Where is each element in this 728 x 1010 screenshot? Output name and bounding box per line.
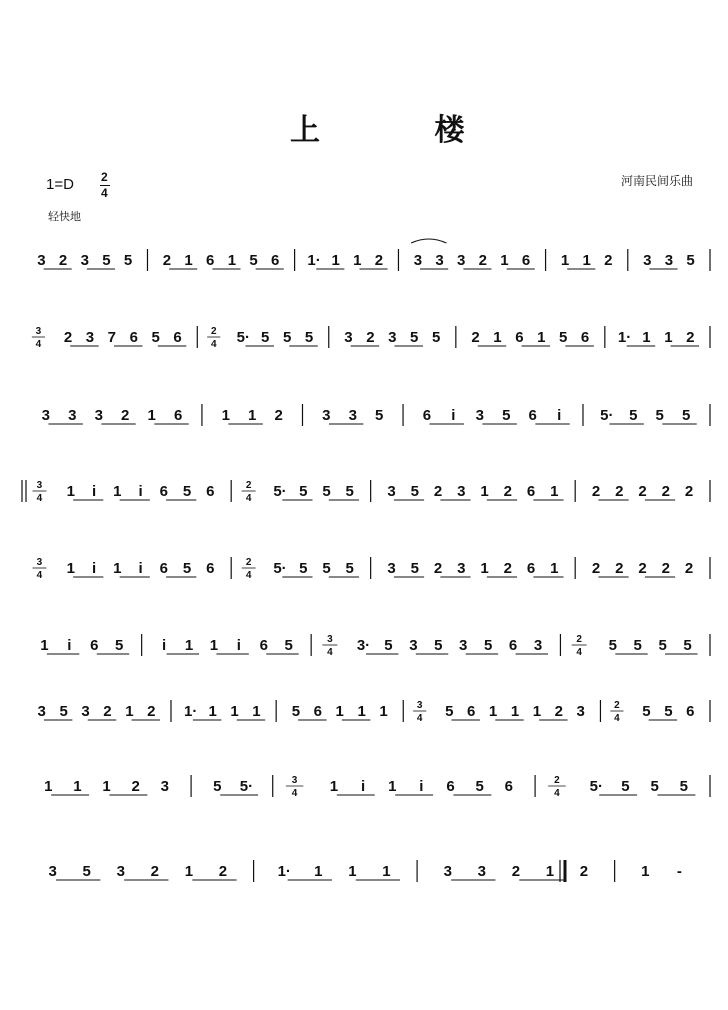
note: 1 xyxy=(500,252,509,269)
note: 1 xyxy=(388,778,397,795)
note: 1 xyxy=(560,252,570,269)
note: 2 xyxy=(604,252,613,269)
note: i xyxy=(138,560,143,577)
note: 1 xyxy=(664,329,673,346)
note: 1 xyxy=(488,703,498,720)
note: 6 xyxy=(686,703,695,720)
note: 5· xyxy=(589,778,603,795)
note: 3 xyxy=(413,252,423,269)
note: 5 xyxy=(608,637,617,654)
note: 5 xyxy=(322,483,331,500)
note: 5 xyxy=(59,703,68,720)
note: 5 xyxy=(151,329,160,346)
note: 2 xyxy=(478,252,488,269)
note: 3 xyxy=(435,252,444,269)
note: 2 xyxy=(503,560,512,577)
note: 3 xyxy=(457,483,466,500)
note: i xyxy=(236,637,241,654)
note: 3 xyxy=(475,407,484,424)
note: 5 xyxy=(375,407,384,424)
note: i xyxy=(162,637,167,654)
note: 1· xyxy=(617,329,632,346)
note: 1 xyxy=(510,703,520,720)
note: 5· xyxy=(273,560,287,577)
time-signature-numerator: 2 xyxy=(245,480,252,491)
note: 1 xyxy=(208,703,217,720)
time-signature-denominator: 4 xyxy=(210,339,217,350)
note: 2 xyxy=(433,560,443,577)
note: 1 xyxy=(379,703,388,720)
note: 1 xyxy=(582,252,591,269)
note: 3 xyxy=(533,637,543,654)
note: 5 xyxy=(559,329,568,346)
note: i xyxy=(67,637,72,654)
slur xyxy=(411,239,446,243)
time-signature-denominator: 4 xyxy=(554,788,560,799)
note: 6 xyxy=(446,778,455,795)
note: 1 xyxy=(532,703,542,720)
note: 6 xyxy=(508,637,518,654)
note: 2 xyxy=(615,560,624,577)
note: 6 xyxy=(206,483,215,500)
note: 2 xyxy=(638,483,647,500)
note: 5 xyxy=(322,560,331,577)
time-signature-denominator: 4 xyxy=(36,493,43,504)
note: 3 xyxy=(80,252,89,269)
time-signature-denominator: 4 xyxy=(416,713,423,724)
note: 3 xyxy=(160,778,170,795)
note: 6 xyxy=(422,407,432,424)
note: 5 xyxy=(434,637,443,654)
note: i xyxy=(138,483,143,500)
note: 5 xyxy=(291,703,301,720)
note: 1 xyxy=(230,703,239,720)
note: 2 xyxy=(471,329,480,346)
note: 3 xyxy=(68,407,77,424)
note: i xyxy=(91,483,97,500)
note: 3 xyxy=(48,863,57,880)
note: 2 xyxy=(58,252,68,269)
note: i xyxy=(419,778,424,795)
note: 5 xyxy=(682,407,691,424)
note: 5 xyxy=(299,560,308,577)
time-signature-numerator: 2 xyxy=(614,700,620,711)
note: 5· xyxy=(600,407,614,424)
time-signature-numerator: 3 xyxy=(327,634,333,645)
note: 6 xyxy=(521,252,531,269)
note: 1 xyxy=(550,483,559,500)
note: 6 xyxy=(515,329,524,346)
time-signature-numerator: 3 xyxy=(36,557,43,568)
note: 6 xyxy=(90,637,99,654)
note: 5 xyxy=(282,329,292,346)
note: 5 xyxy=(304,329,314,346)
note: 1 xyxy=(382,863,391,880)
note: 5 xyxy=(410,329,419,346)
note: 3 xyxy=(37,252,46,269)
note: 1 xyxy=(642,329,651,346)
time-signature-denominator: 4 xyxy=(36,570,43,581)
note: 6 xyxy=(526,483,536,500)
note: 2 xyxy=(684,560,694,577)
note: 1 xyxy=(125,703,134,720)
note: 1 xyxy=(113,560,122,577)
time-signature-denominator: 4 xyxy=(35,339,42,350)
note: 1 xyxy=(102,778,111,795)
note: 3 xyxy=(409,637,418,654)
note: 1 xyxy=(66,560,75,577)
time-signature-numerator: 3 xyxy=(36,480,43,491)
note: 5· xyxy=(236,329,250,346)
note: 6 xyxy=(270,252,280,269)
note: i xyxy=(360,778,366,795)
note: 1 xyxy=(335,703,344,720)
note: 1 xyxy=(329,778,339,795)
note: 5 xyxy=(345,560,354,577)
note: - xyxy=(676,863,682,880)
note: 5 xyxy=(658,637,667,654)
note: 5 xyxy=(213,778,222,795)
note: 3 xyxy=(643,252,652,269)
note: 2 xyxy=(121,407,130,424)
note: 2 xyxy=(591,483,601,500)
note: 2 xyxy=(162,252,172,269)
note: 5 xyxy=(483,637,493,654)
note: 1 xyxy=(147,407,156,424)
note: 1 xyxy=(480,560,489,577)
note: 1· xyxy=(307,252,321,269)
note: i xyxy=(451,407,456,424)
note: i xyxy=(91,560,97,577)
time-signature-numerator: 3 xyxy=(416,700,423,711)
note: 6 xyxy=(159,560,168,577)
note: 2 xyxy=(150,863,160,880)
note: 1 xyxy=(66,483,75,500)
note: 1 xyxy=(184,637,194,654)
note: 6 xyxy=(173,329,182,346)
note: 2 xyxy=(366,329,375,346)
time-signature-denominator: 4 xyxy=(245,493,252,504)
note: 1 xyxy=(40,637,49,654)
note: 3 xyxy=(477,863,486,880)
note: 3 xyxy=(664,252,674,269)
note: 5 xyxy=(115,637,124,654)
note: 5 xyxy=(345,483,354,500)
note: 1 xyxy=(550,560,559,577)
note: 1 xyxy=(252,703,261,720)
note: 2 xyxy=(615,483,624,500)
note: 5 xyxy=(299,483,308,500)
note: 5 xyxy=(249,252,258,269)
note: 5 xyxy=(650,778,659,795)
note: 3 xyxy=(576,703,585,720)
meter-numerator: 2 xyxy=(101,170,108,184)
note: 2 xyxy=(579,863,589,880)
note: 3 xyxy=(41,407,50,424)
note: 3 xyxy=(387,560,396,577)
note: 5 xyxy=(629,407,638,424)
note: 5 xyxy=(502,407,511,424)
note: 1 xyxy=(184,252,193,269)
time-signature-numerator: 2 xyxy=(554,775,560,786)
note: 3 xyxy=(116,863,125,880)
note: 2 xyxy=(103,703,112,720)
note: 2 xyxy=(218,863,228,880)
note: 1 xyxy=(113,483,122,500)
note: 2 xyxy=(554,703,563,720)
note: 5· xyxy=(273,483,287,500)
note: 2 xyxy=(661,483,671,500)
note: 6 xyxy=(580,329,590,346)
note: 5 xyxy=(261,329,270,346)
note: 2 xyxy=(503,483,512,500)
key-signature: 1=D xyxy=(46,176,74,193)
note: 6 xyxy=(206,560,215,577)
note: 1 xyxy=(248,407,257,424)
note: 5 xyxy=(642,703,651,720)
time-signature-denominator: 4 xyxy=(291,788,298,799)
note: 2 xyxy=(661,560,671,577)
note: 1 xyxy=(357,703,366,720)
note: 6 xyxy=(467,703,476,720)
note: 1· xyxy=(277,863,291,880)
note: 5 xyxy=(410,483,419,500)
note: i xyxy=(557,407,562,424)
note: 6 xyxy=(504,778,514,795)
time-signature-denominator: 4 xyxy=(614,713,620,724)
note: 2 xyxy=(433,483,443,500)
note: 1 xyxy=(227,252,237,269)
time-signature-numerator: 2 xyxy=(245,557,252,568)
tempo-marking: 轻快地 xyxy=(48,210,81,223)
note: 6 xyxy=(129,329,138,346)
note: 5 xyxy=(683,637,692,654)
note: 3 xyxy=(81,703,90,720)
time-signature-numerator: 3 xyxy=(35,326,42,337)
note: 2 xyxy=(591,560,601,577)
note: 6 xyxy=(206,252,215,269)
note: 1· xyxy=(184,703,198,720)
note: 1 xyxy=(331,252,340,269)
note: 2 xyxy=(638,560,647,577)
time-signature-denominator: 4 xyxy=(576,647,582,658)
note: 5 xyxy=(384,637,393,654)
note: 1 xyxy=(44,778,53,795)
note: 3 xyxy=(322,407,331,424)
meter-denominator: 4 xyxy=(101,186,108,200)
note: 6 xyxy=(173,407,183,424)
note: 5 xyxy=(445,703,454,720)
note: 1 xyxy=(348,863,357,880)
note: 1 xyxy=(184,863,194,880)
note: 3 xyxy=(443,863,452,880)
note: 5 xyxy=(655,407,664,424)
note: 2 xyxy=(684,483,694,500)
note: 3 xyxy=(94,407,103,424)
note: 5 xyxy=(664,703,673,720)
note: 3 xyxy=(459,637,468,654)
note: 1 xyxy=(537,329,546,346)
note: 1 xyxy=(545,863,555,880)
time-signature-denominator: 4 xyxy=(327,647,333,658)
note: 5 xyxy=(475,778,484,795)
score-title: 上 楼 xyxy=(290,113,517,148)
time-signature-numerator: 3 xyxy=(291,775,298,786)
note: 6 xyxy=(159,483,168,500)
note: 6 xyxy=(526,560,536,577)
note: 3 xyxy=(457,252,466,269)
note: 5 xyxy=(182,560,192,577)
note: 5 xyxy=(633,637,642,654)
source-attribution: 河南民间乐曲 xyxy=(621,174,694,188)
note: 6 xyxy=(528,407,537,424)
note: 1 xyxy=(209,637,219,654)
time-signature-numerator: 2 xyxy=(576,634,582,645)
note: 5 xyxy=(410,560,419,577)
note: 1 xyxy=(480,483,489,500)
time-signature-denominator: 4 xyxy=(245,570,252,581)
note: 3 xyxy=(387,483,396,500)
note: 5 xyxy=(621,778,630,795)
note: 1 xyxy=(353,252,362,269)
note: 3 xyxy=(37,703,46,720)
note: 5 xyxy=(686,252,695,269)
note: 5 xyxy=(82,863,91,880)
note: 3 xyxy=(348,407,357,424)
note: 3 xyxy=(344,329,353,346)
note: 5 xyxy=(284,637,293,654)
note: 5 xyxy=(102,252,111,269)
note: 5 xyxy=(123,252,133,269)
note: 2 xyxy=(374,252,384,269)
note: 5 xyxy=(431,329,441,346)
note: 1 xyxy=(641,863,650,880)
note: 2 xyxy=(131,778,140,795)
note: 2 xyxy=(511,863,521,880)
note: 5 xyxy=(182,483,192,500)
note: 5· xyxy=(239,778,254,795)
note: 2 xyxy=(686,329,695,346)
note: 3 xyxy=(388,329,397,346)
note: 1 xyxy=(314,863,323,880)
note: 1 xyxy=(221,407,230,424)
note: 2 xyxy=(63,329,73,346)
note: 3 xyxy=(85,329,95,346)
note: 7 xyxy=(107,329,117,346)
note: 6 xyxy=(259,637,268,654)
note: 5 xyxy=(679,778,688,795)
note: 3· xyxy=(356,637,371,654)
note: 2 xyxy=(147,703,156,720)
note: 6 xyxy=(313,703,322,720)
note: 3 xyxy=(457,560,466,577)
note: 1 xyxy=(73,778,82,795)
note: 2 xyxy=(274,407,283,424)
time-signature-numerator: 2 xyxy=(210,326,217,337)
note: 1 xyxy=(493,329,502,346)
